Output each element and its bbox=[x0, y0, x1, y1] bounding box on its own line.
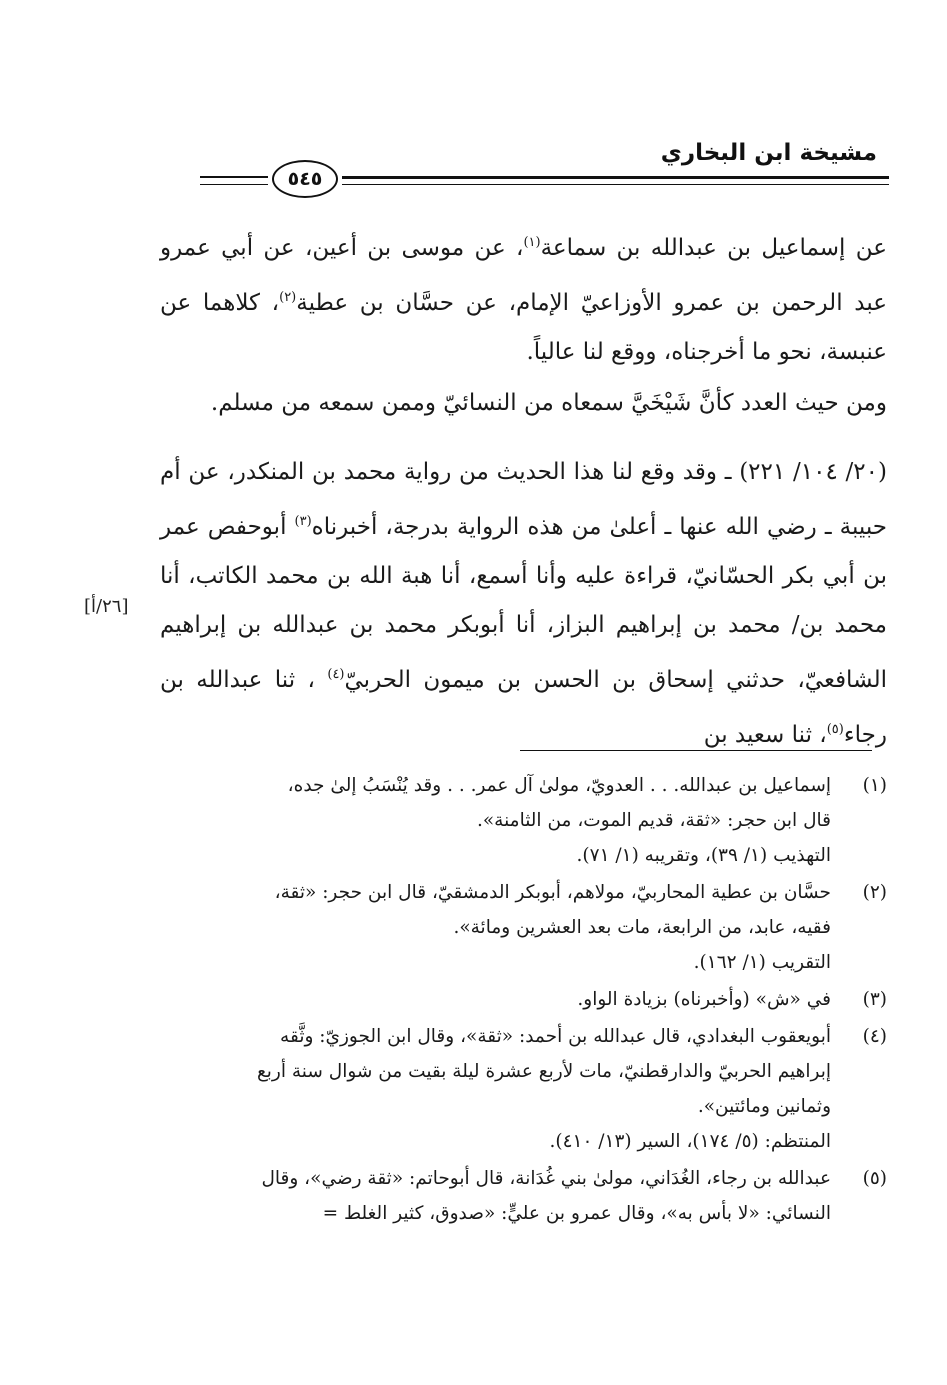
footnote-body bbox=[160, 982, 831, 1017]
footnote-body bbox=[160, 1161, 831, 1231]
paragraph-1 bbox=[160, 218, 887, 377]
footnote-ref: (٥) bbox=[826, 722, 844, 737]
text-run: (٢٠/ ١٠٤/ ٢٢١) ـ وقد وقع لنا هذا الحديث من رواية محمد بن المنكدر، عن أم حبيبة ـ رضي الله عنها ـ أعلىٰ من هذه الرواية بدرجة، أخبرناه bbox=[160, 459, 887, 540]
footnote-number: (٥) bbox=[862, 1168, 887, 1189]
footnote-line: وثمانين ومائتين». bbox=[697, 1096, 831, 1117]
manuscript-folio-note: [٢٦/أ] bbox=[84, 596, 129, 617]
header-rule-left-thick bbox=[200, 176, 268, 178]
footnote-line: فقيه، عابد، من الرابعة، مات بعد العشرين ومائة». bbox=[453, 917, 831, 938]
page-number-badge bbox=[272, 160, 338, 198]
footnote-1 bbox=[160, 768, 887, 873]
footnote-2 bbox=[160, 875, 887, 980]
footnote-line: أبويعقوب البغدادي، قال عبدالله بن أحمد: «ثقة»، وقال ابن الجوزيّ: وثَّقه bbox=[280, 1026, 831, 1047]
footnotes bbox=[160, 768, 887, 1233]
footnote-line: في «ش» (وأخبرناه) بزيادة الواو. bbox=[577, 989, 831, 1010]
page-number: ٥٤٥ bbox=[287, 168, 323, 190]
footnote-5 bbox=[160, 1161, 887, 1231]
footnote-line: النسائي: «لا بأس به»، وقال عمرو بن عليٍّ: «صدوق، كثير الغلط = bbox=[322, 1203, 831, 1224]
footnote-line: حسَّان بن عطية المحاربيّ، مولاهم، أبوبكر الدمشقيّ، قال ابن حجر: «ثقة، bbox=[274, 882, 831, 903]
header-rule-left-thin bbox=[200, 184, 268, 185]
header-rule-thick bbox=[342, 176, 889, 179]
footnote-line: قال ابن حجر: «ثقة، قديم الموت، من الثامنة». bbox=[476, 810, 831, 831]
footnote-line: التقريب (١/ ١٦٢). bbox=[693, 952, 831, 973]
text-run: ، ثنا سعيد بن bbox=[703, 722, 827, 748]
text-run: ، عن موسى بن أعين، عن أبي عمرو عبد الرحمن بن عمرو الأوزاعيّ الإمام، عن حسَّان بن عطية bbox=[160, 235, 887, 316]
footnote-separator bbox=[520, 750, 872, 751]
footnote-body bbox=[160, 875, 831, 980]
text-run: ، ثنا عبدالله بن رجاء bbox=[160, 667, 887, 748]
footnote-line: عبدالله بن رجاء، الغُدَاني، مولىٰ بني غُدَانة، قال أبوحاتم: «ثقة رضي»، وقال bbox=[261, 1168, 831, 1189]
footnote-ref: (٢) bbox=[279, 290, 297, 305]
footnote-number: (٤) bbox=[862, 1026, 887, 1047]
footnote-number: (١) bbox=[862, 775, 887, 796]
footnote-ref: (١) bbox=[523, 235, 541, 250]
footnote-number: (٣) bbox=[862, 989, 887, 1010]
footnote-ref: (٤) bbox=[327, 667, 345, 682]
footnote-line: إسماعيل بن عبدالله. . . العدويّ، مولىٰ آل عمر. . . وقد يُنْسَبُ إلىٰ جده، bbox=[287, 775, 831, 796]
footnote-line: إبراهيم الحربيّ والدارقطنيّ، مات لأربع عشرة ليلة بقيت من شوال سنة أربع bbox=[256, 1061, 831, 1082]
paragraph-2: ومن حيث العدد كأنَّ شَيْخَيَّ سمعاه من النسائيّ وممن سمعه من مسلم. bbox=[210, 390, 887, 416]
footnote-number: (٢) bbox=[862, 882, 887, 903]
text-run: ، كلاهما عن عنبسة، نحو ما أخرجناه، ووقع لنا عالياً. bbox=[160, 290, 887, 365]
footnote-line: التهذيب (١/ ٣٩)، وتقريبه (١/ ٧١). bbox=[576, 845, 831, 866]
running-header-title: مشيخة ابن البخاري bbox=[660, 140, 877, 166]
paragraph-3 bbox=[160, 448, 887, 760]
footnote-3 bbox=[160, 982, 887, 1017]
header-rule-thin bbox=[342, 184, 889, 185]
footnote-line: المنتظم: (٥/ ١٧٤)، السير (١٣/ ٤١٠). bbox=[549, 1131, 831, 1152]
footnote-ref: (٣) bbox=[294, 514, 312, 529]
footnote-4 bbox=[160, 1019, 887, 1159]
footnote-body bbox=[160, 768, 831, 873]
footnote-body bbox=[160, 1019, 831, 1159]
text-run: أبوحفص عمر بن أبي بكر الحسّانيّ، قراءة عليه وأنا أسمع، أنا هبة الله بن محمد الكاتب، أنا محمد بن/ محمد بن إبراهيم البزاز، أنا أبوبكر محمد بن عبدالله بن إبراهيم الشافعيّ، حدثني إسحاق بن الحسن بن ميمون الحربيّ bbox=[160, 514, 887, 693]
main-text bbox=[160, 218, 887, 760]
text-run: عن إسماعيل بن عبدالله بن سماعة bbox=[540, 235, 887, 261]
